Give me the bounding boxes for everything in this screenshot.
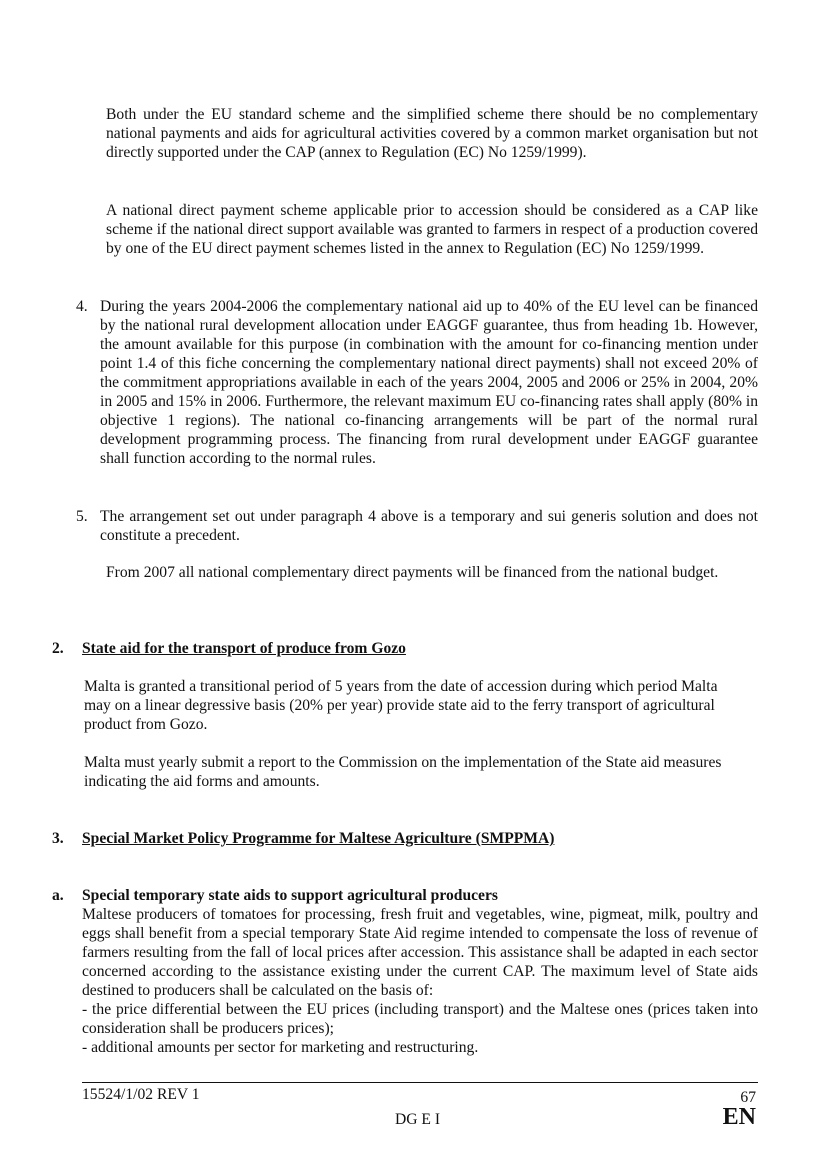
section-number: 2. bbox=[52, 640, 64, 657]
footer-page-number: 67 bbox=[740, 1089, 756, 1106]
paragraph-national-scheme: A national direct payment scheme applicable prior to accession should be considered as a CAP like scheme if the national direct support available was granted to farmers in respect of a production covered by one of the EU direct payment schemes listed in the annex to Regulation (EC) No 1259/1999. bbox=[106, 202, 758, 257]
footer-language: EN bbox=[722, 1104, 756, 1130]
list-number: 5. bbox=[76, 508, 88, 525]
subsection-title: Special temporary state aids to support agricultural producers bbox=[82, 887, 498, 904]
subsection-temporary-aids bbox=[82, 886, 758, 1057]
paragraph-gozo-transitional: Malta is granted a transitional period of 5 years from the date of accession during which period Malta may on a linear degressive basis (20% per year) provide state aid to the ferry transport of agricultural product from Gozo. bbox=[84, 678, 718, 733]
subsection-text: Maltese producers of tomatoes for processing, fresh fruit and vegetables, wine, pigmeat, milk, poultry and eggs shall benefit from a special temporary State Aid regime intended to compensate the loss of revenue of farmers resulting from the fall of local prices after accession. This assistance shall be adapted in each sector concerned according to the assistance existing under the current CAP. The maximum level of State aids destined to producers shall be calculated on the basis of: bbox=[82, 906, 758, 999]
section-number: 3. bbox=[52, 830, 64, 847]
paragraph-from-2007: From 2007 all national complementary direct payments will be financed from the national budget. bbox=[106, 564, 719, 581]
paragraph-complementary-payments: Both under the EU standard scheme and the simplified scheme there should be no complementary national payments and aids for agricultural activities covered by a common market organisation but not directly supported under the CAP (annex to Regulation (EC) No 1259/1999). bbox=[106, 106, 758, 161]
section-title: State aid for the transport of produce from Gozo bbox=[82, 640, 406, 657]
section-heading-gozo bbox=[52, 639, 406, 658]
footer-divider bbox=[82, 1082, 758, 1083]
section-heading-smppma bbox=[52, 829, 554, 848]
paragraph-gozo-report: Malta must yearly submit a report to the Commission on the implementation of the State aid measures indicating the aid forms and amounts. bbox=[84, 754, 722, 790]
list-text: The arrangement set out under paragraph 4 above is a temporary and sui generis solution and does not constitute a precedent. bbox=[100, 508, 758, 544]
subsection-label: a. bbox=[52, 887, 64, 904]
footer-dg: DG E I bbox=[395, 1111, 441, 1128]
section-title: Special Market Policy Programme for Maltese Agriculture (SMPPMA) bbox=[82, 830, 555, 847]
list-number: 4. bbox=[76, 298, 88, 315]
footer-document-id: 15524/1/02 REV 1 bbox=[82, 1086, 200, 1103]
list-text: During the years 2004-2006 the complementary national aid up to 40% of the EU level can be financed by the national rural development allocation under EAGGF guarantee, thus from heading 1b. However, the amount available for this purpose (in combination with the amount for co-financing mention under point 1.4 of this fiche concerning the complementary national direct payments) shall not exceed 20% of the commitment appropriations available in each of the years 2004, 2005 and 2006 or 25% in 2004, 20% in 2005 and 15% in 2006. Furthermore, the relevant maximum EU co-financing rates shall apply (80% in objective 1 regions). The national co-financing arrangements will be part of the normal rural development programming process. The financing from rural development under EAGGF guarantee shall function according to the normal rules. bbox=[100, 298, 758, 467]
bullet-additional-amounts: - additional amounts per sector for marketing and restructuring. bbox=[82, 1039, 479, 1056]
bullet-price-differential: - the price differential between the EU prices (including transport) and the Maltese ones (prices taken into consideration shall be producers prices); bbox=[82, 1001, 758, 1037]
